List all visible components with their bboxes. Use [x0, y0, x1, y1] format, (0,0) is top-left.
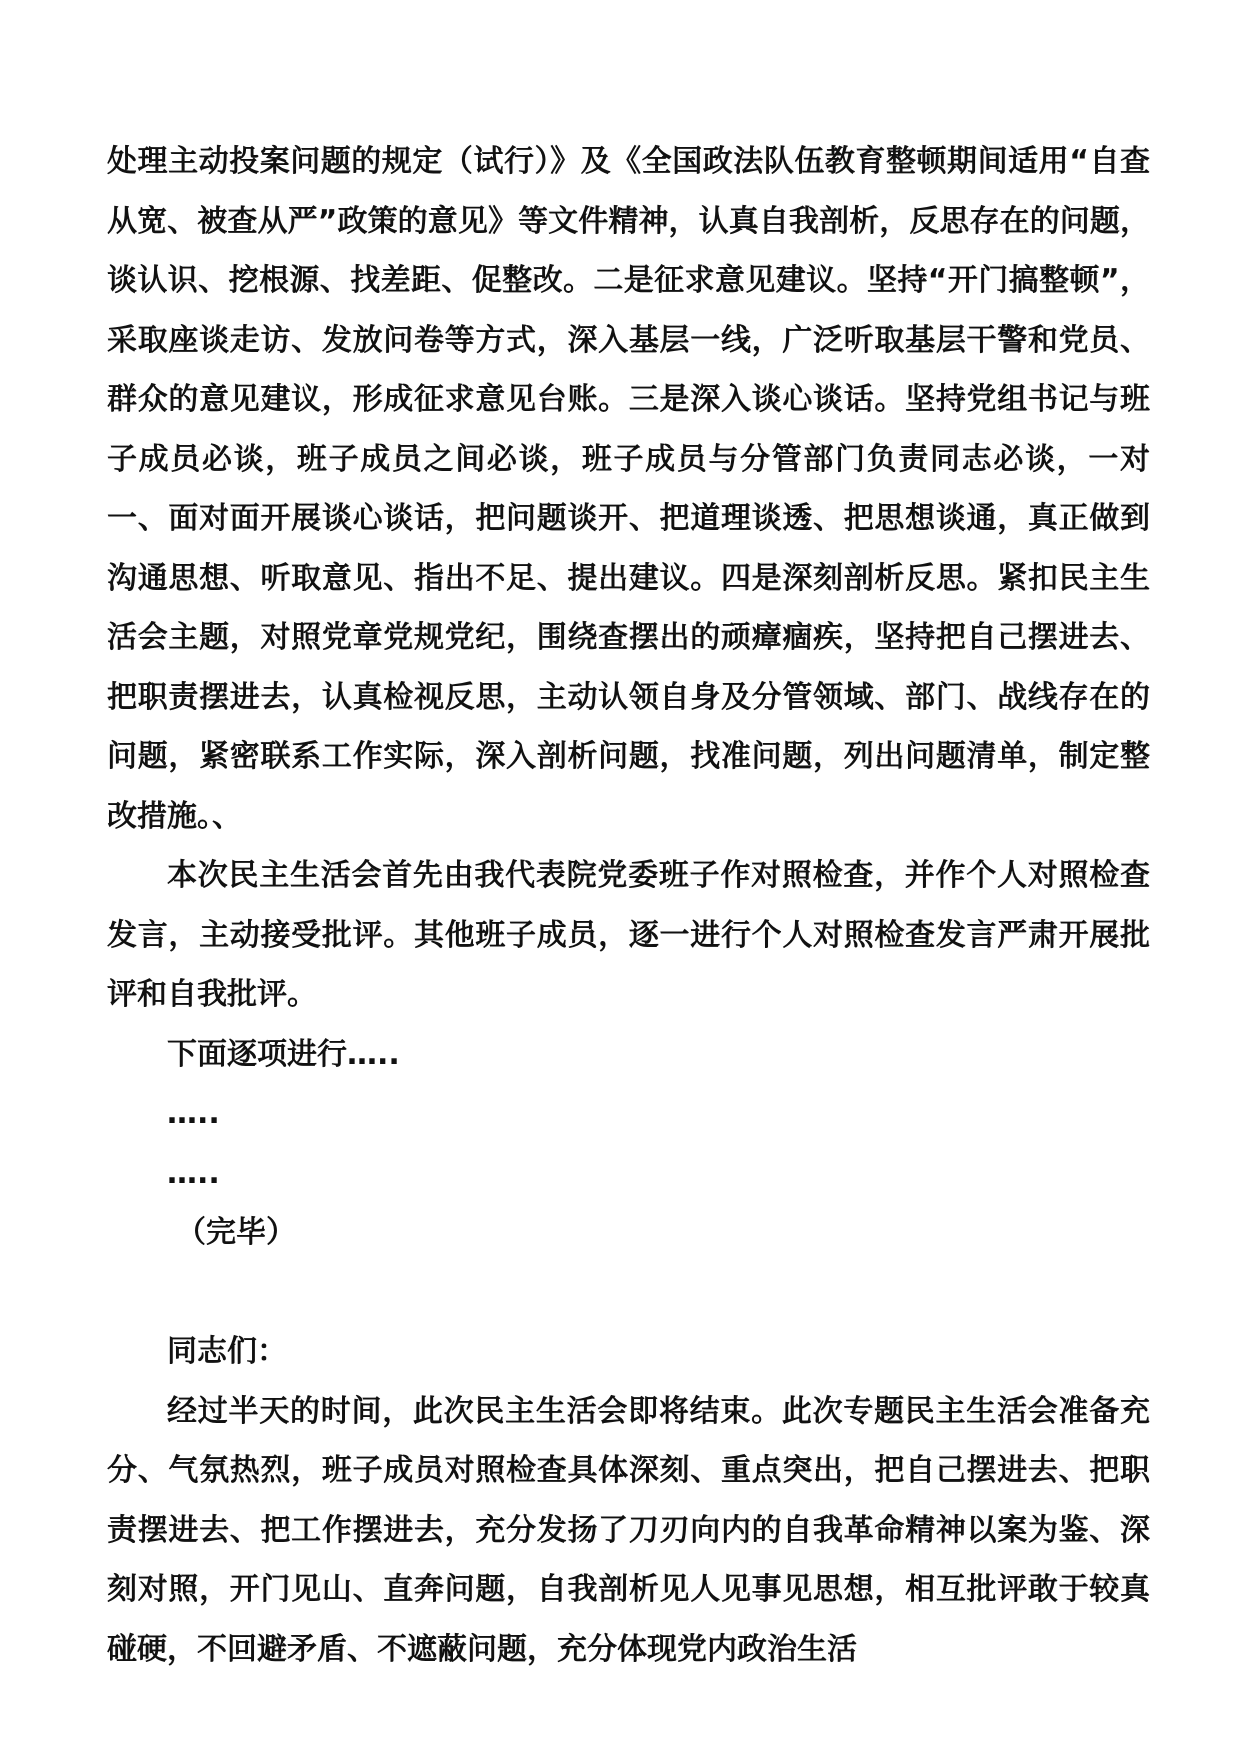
document-page: [107, 132, 1150, 1679]
paragraph-meeting-procedure: 本次民主生活会首先由我代表院党委班子作对照检查，并作个人对照检查发言，主动接受批评。其他班子成员，逐一进行个人对照检查发言严肃开展批评和自我批评。: [107, 858, 1150, 1012]
paragraph-ellipsis-1: …..: [167, 1096, 220, 1131]
paragraph-ellipsis-2: …..: [167, 1155, 220, 1191]
paragraph-salutation: 同志们：: [167, 1334, 287, 1369]
paragraph-end-marker: （完毕）: [176, 1215, 296, 1250]
blank-line: [107, 1263, 1150, 1323]
paragraph-proceed-itemwise: 下面逐项进行…..: [167, 1036, 400, 1072]
paragraph-closing-summary: 经过半天的时间，此次民主生活会即将结束。此次专题民主生活会准备充分、气氛热烈，班子成员对照检查具体深刻、重点突出，把自己摆进去、把职责摆进去、把工作摆进去，充分发扬了刀刃向内的自我革命精神以案为鉴、深刻对照，开门见山、直奔问题，自我剖析见人见事见思想，相互批评敢于较真碰硬，不回避矛盾、不遮蔽问题，充分体现党内政治生活: [107, 1393, 1150, 1667]
paragraph-preparation-steps: 处理主动投案问题的规定（试行）》及《全国政法队伍教育整顿期间适用“自查从宽、被查从严”政策的意见》等文件精神，认真自我剖析，反思存在的问题，谈认识、挖根源、找差距、促整改。二是征求意见建议。坚持“开门搞整顿”，采取座谈走访、发放问卷等方式，深入基层一线，广泛听取基层干警和党员、群众的意见建议，形成征求意见台账。三是深入谈心谈话。坚持党组书记与班子成员必谈，班子成员之间必谈，班子成员与分管部门负责同志必谈，一对一、面对面开展谈心谈话，把问题谈开、把道理谈透、把思想谈通，真正做到沟通思想、听取意见、指出不足、提出建议。四是深刻剖析反思。紧扣民主生活会主题，对照党章党规党纪，围绕查摆出的顽瘴痼疾，坚持把自己摆进去、把职责摆进去，认真检视反思，主动认领自身及分管领域、部门、战线存在的问题，紧密联系工作实际，深入剖析问题，找准问题，列出问题清单，制定整改措施。、: [107, 144, 1150, 834]
